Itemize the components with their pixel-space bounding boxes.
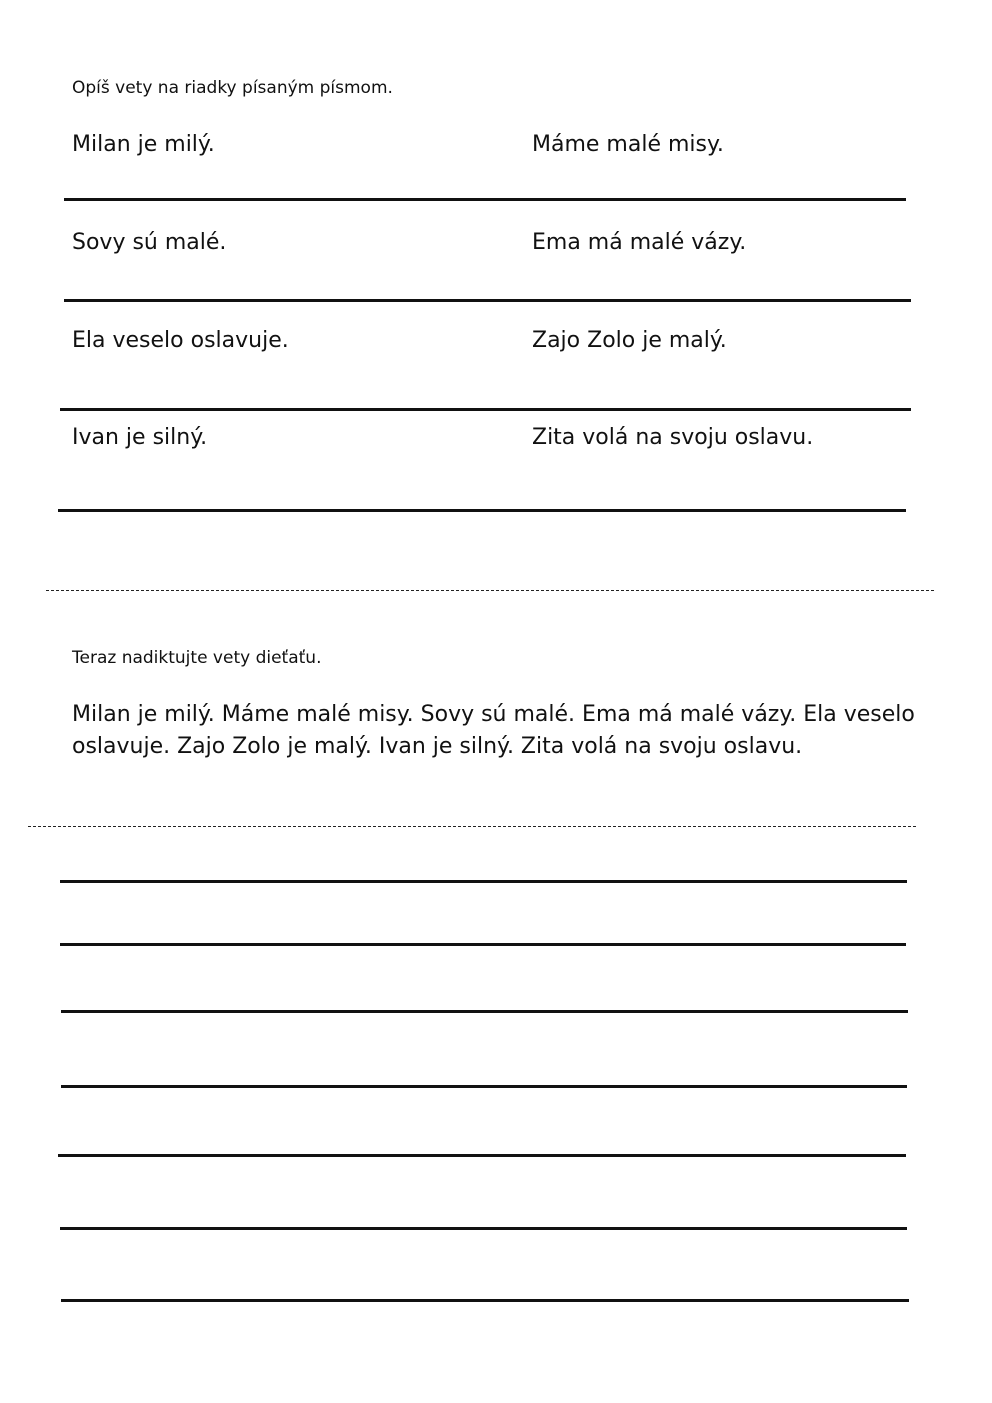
dictation-writing-line [61, 1085, 907, 1088]
cut-line-divider [28, 826, 916, 827]
dictation-writing-line [58, 1154, 906, 1157]
dictation-instruction: Teraz nadiktujte vety dieťaťu. [72, 648, 322, 668]
dictation-writing-line [60, 1227, 907, 1230]
copy-writing-line [64, 198, 906, 201]
cut-line-divider [46, 590, 934, 591]
dictation-text-line-1: Milan je milý. Máme malé misy. Sovy sú malé. Ema má malé vázy. Ela veselo [72, 702, 915, 727]
dictation-text [72, 699, 922, 763]
copy-writing-line [60, 408, 911, 411]
sentence-2-right: Ema má malé vázy. [532, 230, 747, 255]
dictation-writing-line [61, 1010, 908, 1013]
copy-instruction: Opíš vety na riadky písaným písmom. [72, 78, 393, 98]
dictation-writing-line [60, 943, 906, 946]
sentence-4-right: Zita volá na svoju oslavu. [532, 425, 814, 450]
sentence-4-left: Ivan je silný. [72, 425, 208, 450]
dictation-writing-line [60, 880, 907, 883]
sentence-1-left: Milan je milý. [72, 132, 215, 157]
copy-writing-line [64, 299, 911, 302]
dictation-writing-line [61, 1299, 909, 1302]
sentence-1-right: Máme malé misy. [532, 132, 724, 157]
dictation-text-line-2: oslavuje. Zajo Zolo je malý. Ivan je silný. Zita volá na svoju oslavu. [72, 734, 803, 759]
sentence-3-left: Ela veselo oslavuje. [72, 328, 289, 353]
sentence-3-right: Zajo Zolo je malý. [532, 328, 727, 353]
sentence-2-left: Sovy sú malé. [72, 230, 227, 255]
copy-writing-line [58, 509, 906, 512]
